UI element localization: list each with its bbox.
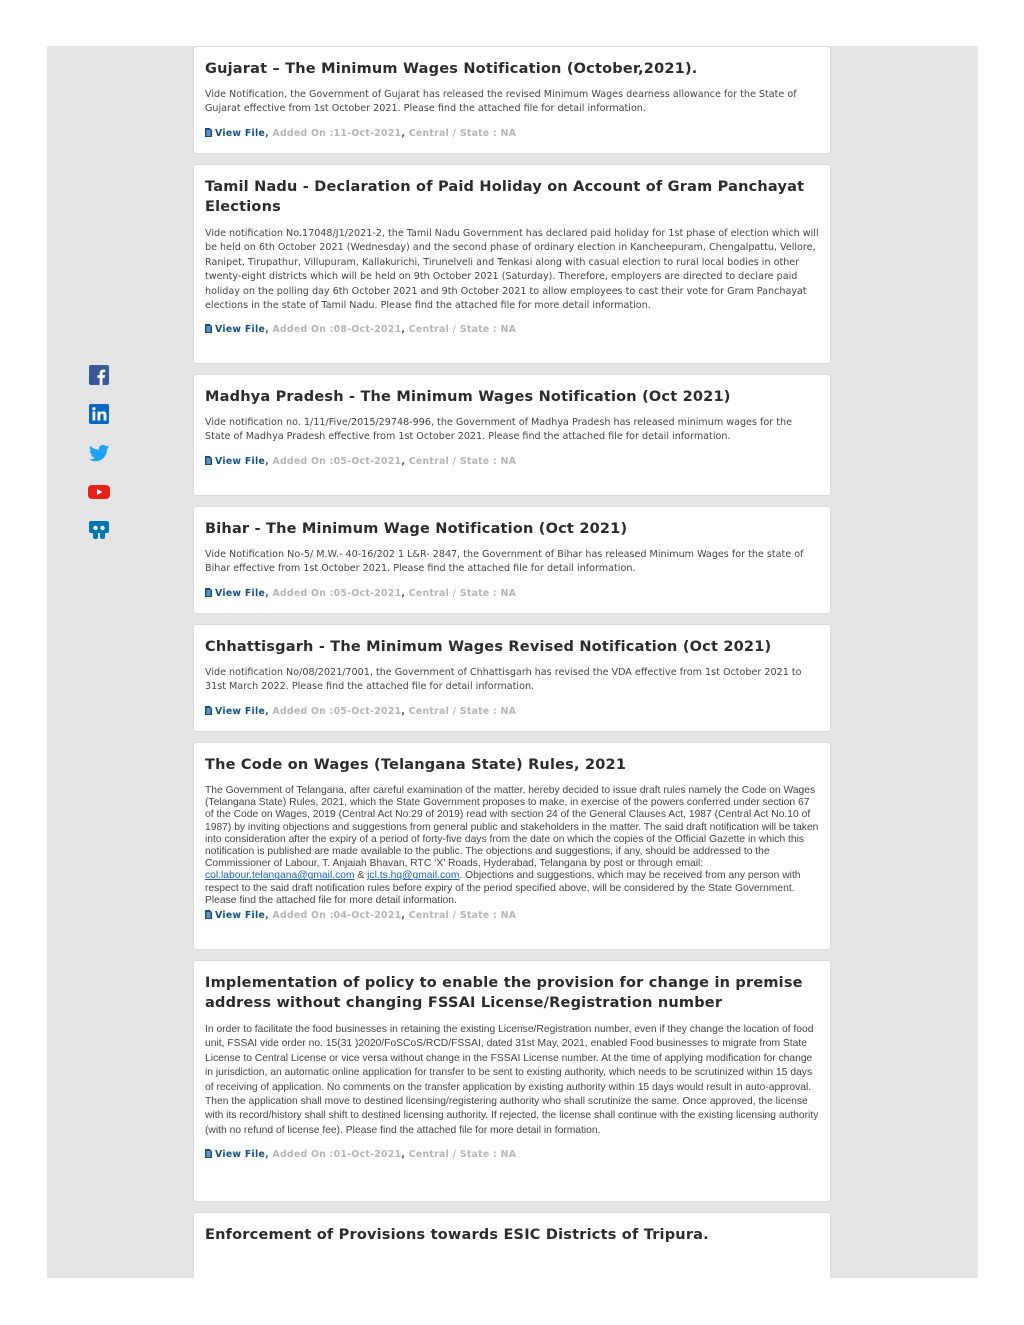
added-on-date: Added On :05-Oct-2021: [272, 705, 402, 717]
file-icon: [205, 588, 212, 600]
notification-meta: View File, Added On :01-Oct-2021, Central / State : NA: [205, 1149, 819, 1161]
notification-meta: View File, Added On :05-Oct-2021, Central / State : NA: [205, 588, 819, 600]
slideshare-icon[interactable]: [87, 519, 111, 543]
added-on-date: Added On :05-Oct-2021: [272, 587, 402, 599]
view-file-link[interactable]: View File: [215, 910, 266, 922]
notification-title[interactable]: Chhattisgarh - The Minimum Wages Revised Notification (Oct 2021): [205, 639, 772, 655]
email-link-jcl[interactable]: jcl.ts.hq@gmail.com: [367, 870, 460, 882]
file-icon: [205, 324, 212, 336]
notification-card: [193, 164, 831, 364]
notification-meta: View File, Added On :04-Oct-2021, Central / State : NA: [205, 910, 819, 922]
email-link-labour[interactable]: col.labour.telangana@gmail.com: [205, 870, 355, 882]
notification-card: [193, 506, 831, 614]
notification-description: Vide notification No.17048/J1/2021-2, the Tamil Nadu Government has declared paid holiday for 1st phase of election which will be held on 6th October 2021 (Wednesday) and the second phase of ordinary election in Kancheepuram, Chengalpattu, Vellore, Ranipet, Tirupathur, Villupuram, Kallakurichi, Tirunelveli and Tenkasi along with casual election to rural local bodies in other twenty-eight districts which will be held on 9th October 2021 (Saturday). Therefore, employers are directed to declare paid holiday on the polling day 6th October 2021 and 9th October 2021 to allow employees to cast their vote for Gram Panchayat elections in the state of Tamil Nadu. Please find the attached file for more detail information.: [205, 228, 819, 312]
view-file-link[interactable]: View File: [215, 324, 266, 336]
added-on-date: Added On :05-Oct-2021: [272, 455, 402, 467]
facebook-icon[interactable]: [87, 363, 111, 387]
category-tag[interactable]: Central / State : NA: [408, 1149, 517, 1161]
notification-card: [193, 742, 831, 950]
notification-meta: View File, Added On :11-Oct-2021, Central / State : NA: [205, 128, 819, 140]
notification-title[interactable]: Bihar - The Minimum Wage Notification (Oct 2021): [205, 521, 628, 537]
notification-title[interactable]: Implementation of policy to enable the provision for change in premise address without changing FSSAI License/Registration number: [205, 975, 803, 1011]
view-file-link[interactable]: View File: [215, 705, 266, 717]
notification-card: [193, 374, 831, 496]
notification-title[interactable]: The Code on Wages (Telangana State) Rules, 2021: [205, 757, 627, 773]
view-file-link[interactable]: View File: [215, 587, 266, 599]
file-icon: [205, 456, 212, 468]
notification-description: Vide notification no. 1/11/Five/2015/29748-996, the Government of Madhya Pradesh has released minimum wages for the State of Madhya Pradesh effective from 1st October 2021. Please find the attached file for detail information.: [205, 417, 792, 443]
notification-title[interactable]: Gujarat – The Minimum Wages Notification (October,2021).: [205, 61, 698, 77]
notification-title[interactable]: Madhya Pradesh - The Minimum Wages Notification (Oct 2021): [205, 389, 731, 405]
category-tag[interactable]: Central / State : NA: [408, 127, 517, 139]
notification-description: Vide Notification, the Government of Gujarat has released the revised Minimum Wages dearness allowance for the State of Gujarat effective from 1st October 2021. Please find the attached file for detail information.: [205, 89, 797, 115]
notification-description: In order to facilitate the food businesses in retaining the existing License/Registration number, even if they change the location of food unit, FSSAI vide order no. 15(31 )2020/FoSCoS/RCD/FSSAI, dated 31st May, 2021, enabled Food businesses to migrate from State License to Central License or vice versa without change in the FSSAI License number. At the time of applying modification for change in jurisdiction, an automatic online application for transfer to be sent to existing authority, which needs to be scrutinized within 15 days of receiving of application. No comments on the transfer application by existing authority within 15 days would result in auto-approval. Then the application shall move to destined licensing/registering authority who shall scrutinize the same. Once approved, the license with its record/history shall shift to destined licensing authority. If rejected, the license shall continue with the existing licensing authority (with no refund of license fee). Please find the attached file for more detail in formation.: [205, 1024, 819, 1136]
notification-meta: View File, Added On :08-Oct-2021, Central / State : NA: [205, 324, 819, 336]
file-icon: [205, 706, 212, 718]
youtube-icon[interactable]: [87, 480, 111, 504]
notification-card: [193, 46, 831, 154]
added-on-date: Added On :01-Oct-2021: [272, 1149, 402, 1161]
notification-card: [193, 1212, 831, 1278]
view-file-link[interactable]: View File: [215, 127, 266, 139]
notification-meta: View File, Added On :05-Oct-2021, Central / State : NA: [205, 706, 819, 718]
added-on-date: Added On :11-Oct-2021: [272, 127, 402, 139]
category-tag[interactable]: Central / State : NA: [408, 705, 517, 717]
notification-description: Vide Notification No-5/ M.W.- 40-16/202 1 L&R- 2847, the Government of Bihar has released Minimum Wages for the state of Bihar effective from 1st October 2021. Please find the attached file for detail information.: [205, 549, 804, 575]
category-tag[interactable]: Central / State : NA: [408, 587, 517, 599]
notification-title[interactable]: Tamil Nadu - Declaration of Paid Holiday on Account of Gram Panchayat Elections: [205, 179, 805, 215]
view-file-link[interactable]: View File: [215, 1149, 266, 1161]
notification-description: Vide notification No/08/2021/7001, the Government of Chhattisgarh has revised the VDA effective from 1st October 2021 to 31st March 2022. Please find the attached file for detail information.: [205, 667, 802, 693]
file-icon: [205, 128, 212, 140]
category-tag[interactable]: Central / State : NA: [408, 455, 517, 467]
file-icon: [205, 910, 212, 922]
notification-card: [193, 960, 831, 1202]
added-on-date: Added On :08-Oct-2021: [272, 324, 402, 336]
page-background: [47, 46, 978, 1278]
view-file-link[interactable]: View File: [215, 455, 266, 467]
category-tag[interactable]: Central / State : NA: [408, 324, 517, 336]
linkedin-icon[interactable]: [87, 402, 111, 426]
file-icon: [205, 1149, 212, 1161]
notification-meta: View File, Added On :05-Oct-2021, Central / State : NA: [205, 456, 819, 468]
notification-title[interactable]: Enforcement of Provisions towards ESIC Districts of Tripura.: [205, 1227, 709, 1243]
added-on-date: Added On :04-Oct-2021: [272, 910, 402, 922]
category-tag[interactable]: Central / State : NA: [408, 910, 517, 922]
notification-description: The Government of Telangana, after careful examination of the matter, hereby decided to issue draft rules namely the Code on Wages (Telangana State) Rules, 2021, which the State Government proposes to make, in exercise of the powers conferred under section 67 of the Code on Wages, 2019 (Central Act No.29 of 2019) read with section 24 of the General Clauses Act, 1987 (Central Act No.10 of 1987) by inviting objections and suggestions from general public and stakeholders in the matter. The said draft notification will be taken into consideration after the expiry of a period of forty-five days from the date on which the copies of the Official Gazette in which this notification is published are made available to the public. The objections and suggestions, if any, should be addressed to the Commissioner of Labour, T. Anjaiah Bhavan, RTC ‘X’ Roads, Hyderabad, Telangana by post or through email: col.labour.telangana@gmail.com & jcl.ts.hq@gmail.com. Objections and suggestions, which may be received from any person with respect to the said draft notification rules before expiry of the period specified above, will be considered by the State Government. Please find the attached file for more detail information.: [205, 785, 819, 906]
twitter-icon[interactable]: [87, 441, 111, 465]
notification-card: [193, 624, 831, 732]
